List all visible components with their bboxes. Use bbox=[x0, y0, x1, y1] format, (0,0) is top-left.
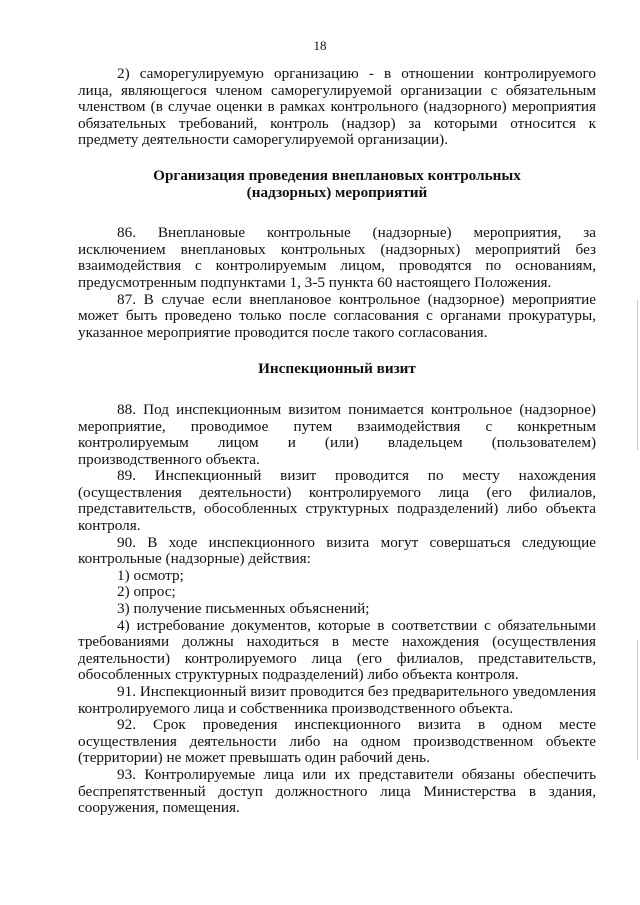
paragraph-91: 91. Инспекционный визит проводится без предварительного уведомления контролируемого лица и собственника производственного объекта. bbox=[78, 683, 596, 717]
list-item-survey: 2) опрос; bbox=[117, 583, 176, 601]
list-item-written-explanations: 3) получение письменных объяснений; bbox=[117, 600, 370, 618]
paragraph-86: 86. Внеплановые контрольные (надзорные) мероприятия, за исключением внеплановых контрольных (надзорных) мероприятий без взаимодействия с контролируемым лицом, проводятся по основаниям, предусмотренным подпунктами 1, 3-5 пункта 60 настоящего Положения. bbox=[78, 224, 596, 291]
heading-inspection-visit: Инспекционный визит bbox=[258, 360, 416, 378]
scan-edge-mark bbox=[637, 640, 638, 760]
paragraph-88: 88. Под инспекционным визитом понимается контрольное (надзорное) мероприятие, проводимое путем взаимодействия с конкретным контролируемым лицом и (или) владельцем (пользователем) производственного объекта. bbox=[78, 400, 596, 468]
paragraph-2-sro: 2) саморегулируемую организацию - в отношении контролируемого лица, являющегося членом саморегулируемой организации с обязательным членством (в случае оценки в рамках контрольного (надзорного) мероприятия обязательных требований, контроль (надзор) за которыми относится к предмету деятельности саморегулируемой организации). bbox=[78, 65, 596, 149]
list-item-document-request: 4) истребование документов, которые в соответствии с обязательными требованиями должны находиться в месте нахождения (осуществления деятельности) контролируемого лица (его филиалов, представительств, обособленных структурных подразделений) либо объекта контроля. bbox=[78, 616, 596, 684]
paragraph-90: 90. В ходе инспекционного визита могут совершаться следующие контрольные (надзорные) действия: bbox=[78, 533, 596, 568]
list-item-inspection: 1) осмотр; bbox=[117, 566, 184, 584]
heading-unplanned-measures: Организация проведения внеплановых контрольных (надзорных) мероприятий bbox=[153, 166, 521, 201]
paragraph-93: 93. Контролируемые лица или их представители обязаны обеспечить беспрепятственный доступ должностного лица Министерства в здания, сооружения, помещения. bbox=[78, 765, 596, 817]
paragraph-87: 87. В случае если внеплановое контрольное (надзорное) мероприятие может быть проведено только после согласования с органами прокуратуры, указанное мероприятие проводится после такого согласования. bbox=[78, 290, 596, 341]
scan-edge-mark bbox=[637, 300, 638, 450]
paragraph-92: 92. Срок проведения инспекционного визита в одном месте осуществления деятельности либо на одном производственном объекте (территории) не может превышать один рабочий день. bbox=[78, 716, 596, 767]
paragraph-89: 89. Инспекционный визит проводится по месту нахождения (осуществления деятельности) контролируемого лица (его филиалов, представительств, обособленных структурных подразделений) либо объекта контроля. bbox=[78, 467, 596, 535]
document-body bbox=[78, 66, 596, 817]
page-number: 18 bbox=[313, 38, 327, 53]
